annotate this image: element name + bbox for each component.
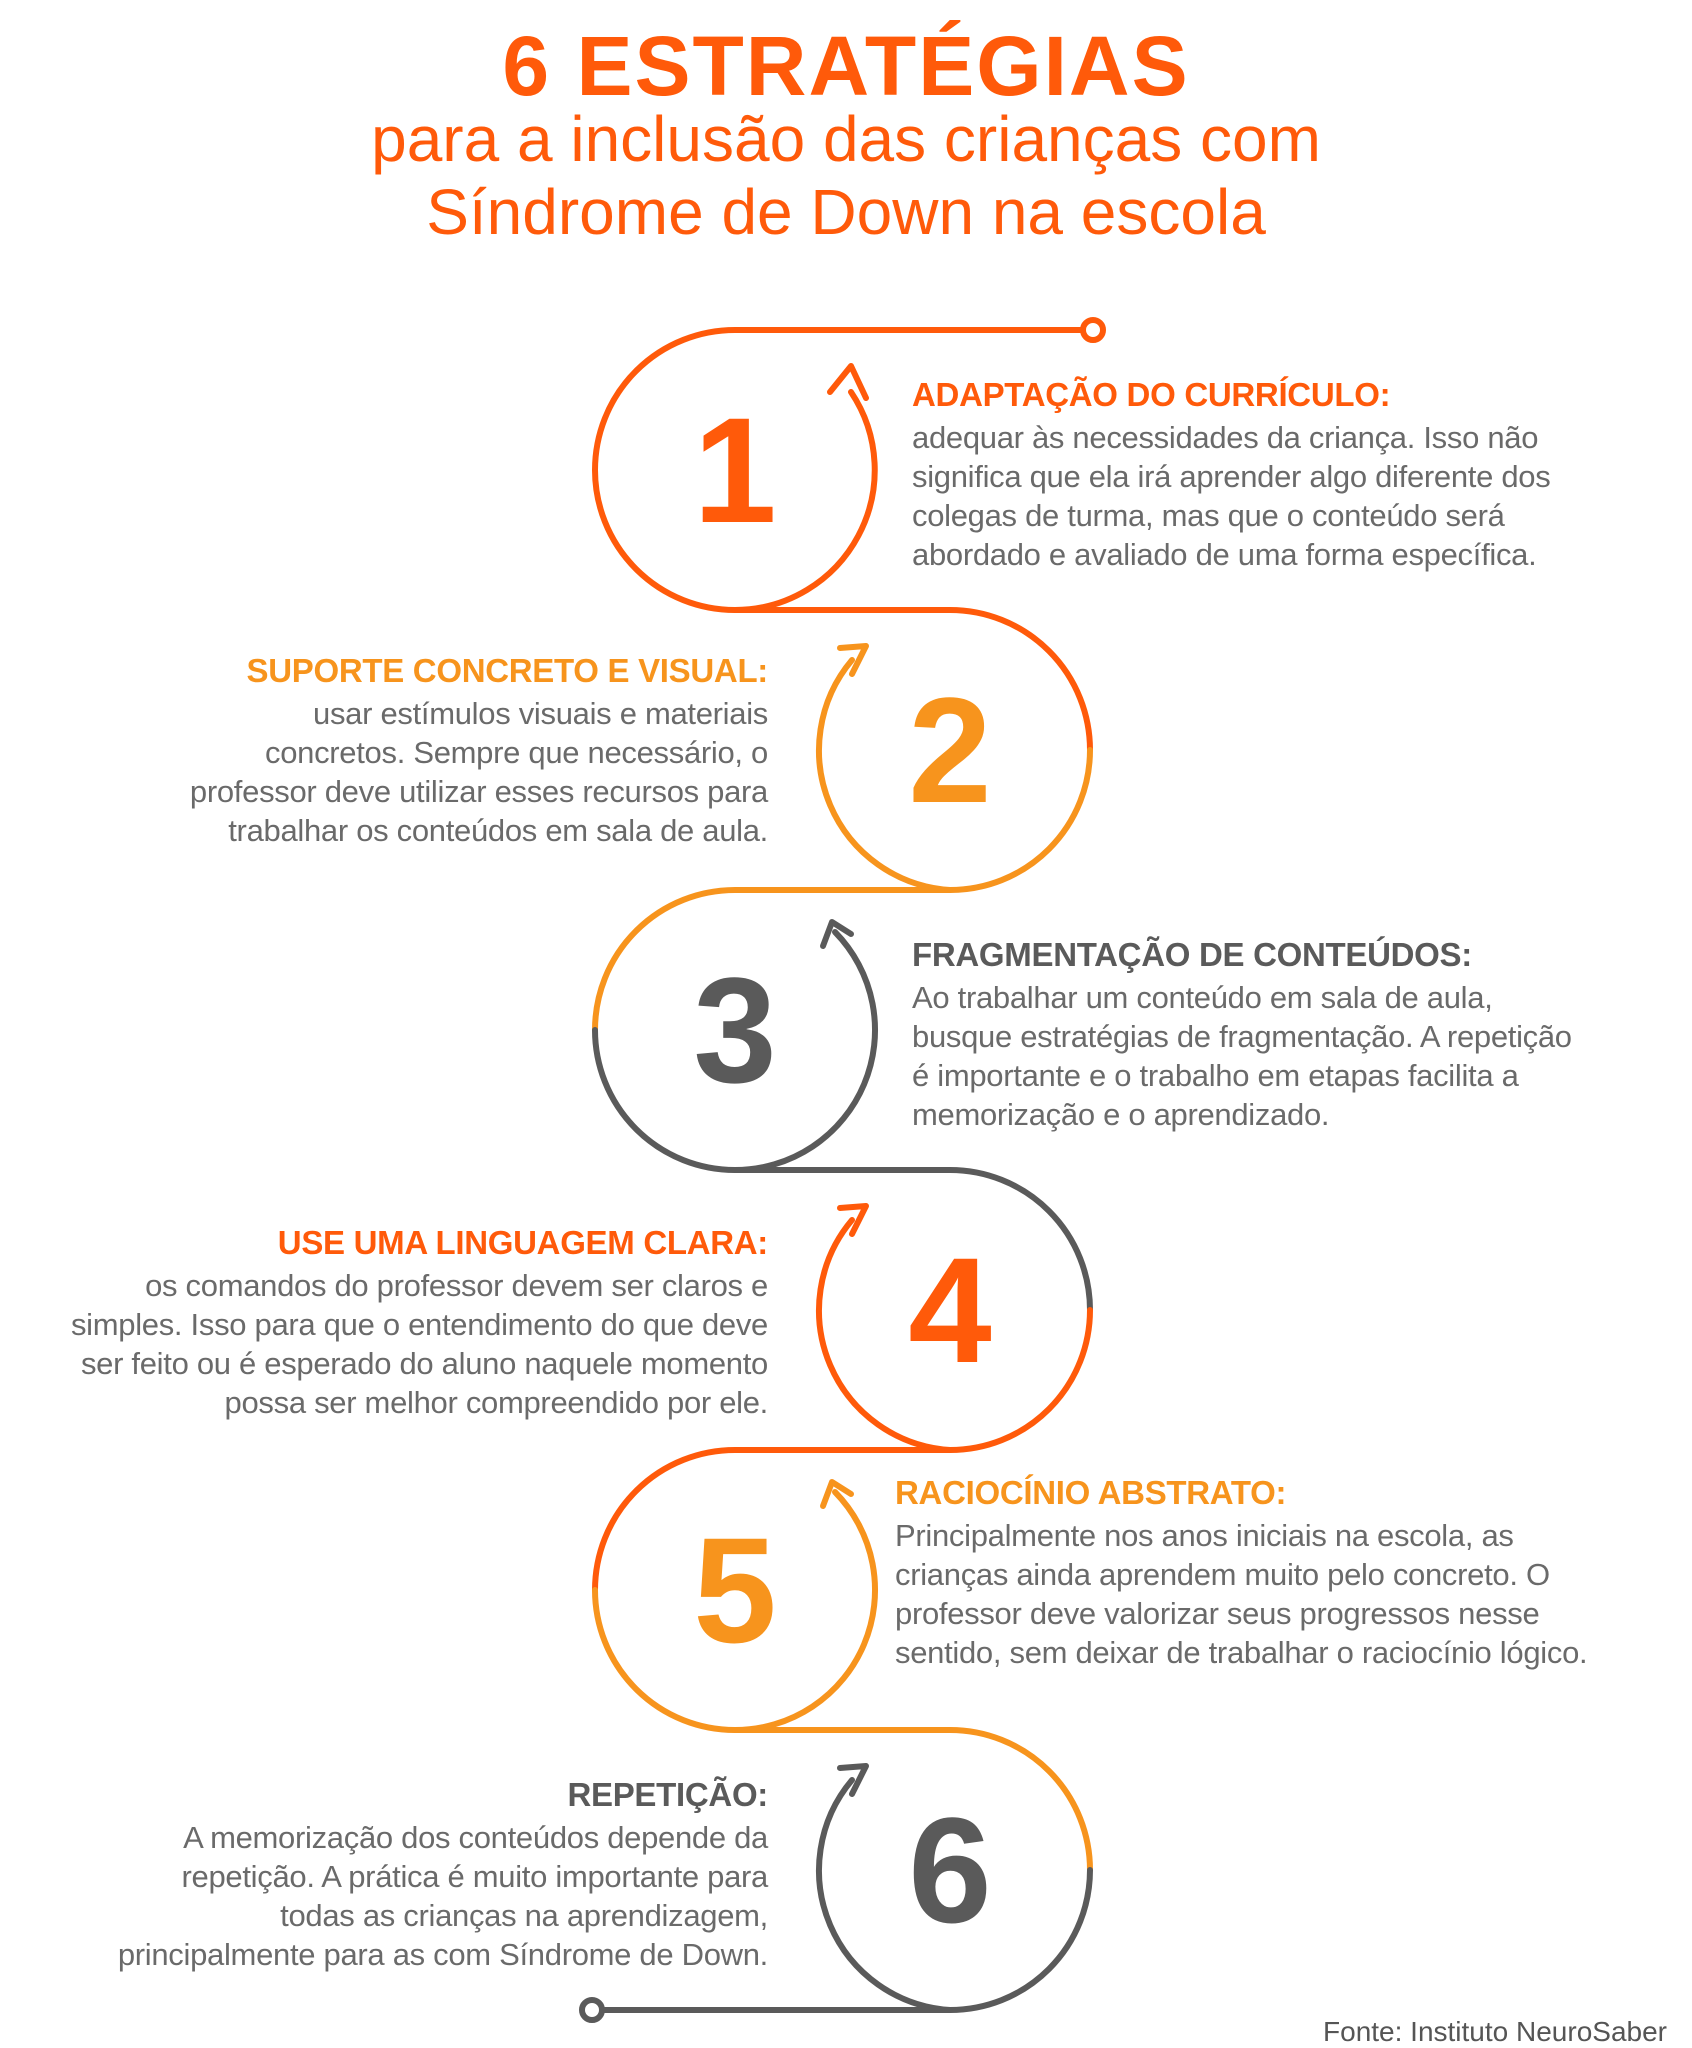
step-number-2: 2 [908, 666, 992, 834]
step-4-text [48, 1224, 768, 1422]
step-5-line-2: crianças ainda aprendem muito pelo concreto. O [895, 1557, 1550, 1592]
step-1-line-4: abordado e avaliado de uma forma específica. [912, 537, 1537, 572]
step-3-line-3: é importante e o trabalho em etapas facilita a [912, 1058, 1519, 1093]
step-5-line-4: sentido, sem deixar de trabalhar o raciocínio lógico. [895, 1635, 1588, 1670]
step-3-text [912, 936, 1632, 1134]
step-3-description [912, 978, 1632, 1134]
path-end-dot [582, 2000, 602, 2020]
title-main: 6 ESTRATÉGIAS [502, 19, 1190, 113]
step-6-description [48, 1818, 768, 1974]
step-5-heading: RACIOCÍNIO ABSTRATO: [895, 1474, 1287, 1511]
step-4-description [48, 1266, 768, 1422]
title-subtitle-line-2: Síndrome de Down na escola [426, 176, 1266, 248]
step-2-description [48, 694, 768, 850]
step-5-line-1: Principalmente nos anos iniciais na escola, as [895, 1518, 1514, 1553]
step-number-3: 3 [693, 946, 777, 1114]
step-5-text [895, 1474, 1615, 1672]
step-6-text [48, 1776, 768, 1974]
step-6-line-2: repetição. A prática é muito importante para [181, 1859, 768, 1894]
step-6-line-4: principalmente para as com Síndrome de Down. [117, 1937, 768, 1972]
step-6-heading: REPETIÇÃO: [567, 1776, 768, 1813]
step-5-description [895, 1516, 1615, 1672]
step-2-text [48, 652, 768, 850]
step-3-line-4: memorização e o aprendizado. [912, 1097, 1330, 1132]
step-6-line-1: A memorização dos conteúdos depende da [183, 1820, 768, 1855]
step-5-line-3: professor deve valorizar seus progressos nesse [895, 1596, 1540, 1631]
arrow-1-icon [830, 366, 866, 398]
step-4-line-4: possa ser melhor compreendido por ele. [224, 1385, 768, 1420]
step-2-line-1: usar estímulos visuais e materiais [313, 696, 768, 731]
step-4-line-1: os comandos do professor devem ser claros e [145, 1268, 768, 1303]
step-3-heading: FRAGMENTAÇÃO DE CONTEÚDOS: [912, 936, 1472, 973]
step-3-line-1: Ao trabalhar um conteúdo em sala de aula, [912, 980, 1493, 1015]
title-subtitle-line-1: para a inclusão das crianças com [371, 103, 1321, 175]
step-number-1: 1 [693, 386, 777, 554]
step-1-description [912, 418, 1632, 574]
step-6-line-3: todas as crianças na aprendizagem, [280, 1898, 768, 1933]
step-number-5: 5 [693, 1506, 777, 1674]
step-2-line-3: professor deve utilizar esses recursos para [189, 774, 768, 809]
step-number-4: 4 [908, 1226, 992, 1394]
step-1-text [912, 376, 1632, 574]
step-1-heading: ADAPTAÇÃO DO CURRÍCULO: [912, 376, 1391, 413]
step-4-line-3: ser feito ou é esperado do aluno naquele momento [80, 1346, 768, 1381]
source-credit: Fonte: Instituto NeuroSaber [1323, 2016, 1667, 2047]
step-2-line-4: trabalhar os conteúdos em sala de aula. [228, 813, 768, 848]
step-1-line-2: significa que ela irá aprender algo diferente dos [912, 459, 1551, 494]
step-2-heading: SUPORTE CONCRETO E VISUAL: [246, 652, 768, 689]
step-4-heading: USE UMA LINGUAGEM CLARA: [277, 1224, 768, 1261]
step-2-line-2: concretos. Sempre que necessário, o [265, 735, 768, 770]
step-4-line-2: simples. Isso para que o entendimento do que deve [70, 1307, 768, 1342]
step-number-6: 6 [908, 1786, 992, 1954]
step-1-line-1: adequar às necessidades da criança. Isso não [912, 420, 1539, 455]
step-1-line-3: colegas de turma, mas que o conteúdo será [912, 498, 1505, 533]
step-3-line-2: busque estratégias de fragmentação. A repetição [912, 1019, 1572, 1054]
